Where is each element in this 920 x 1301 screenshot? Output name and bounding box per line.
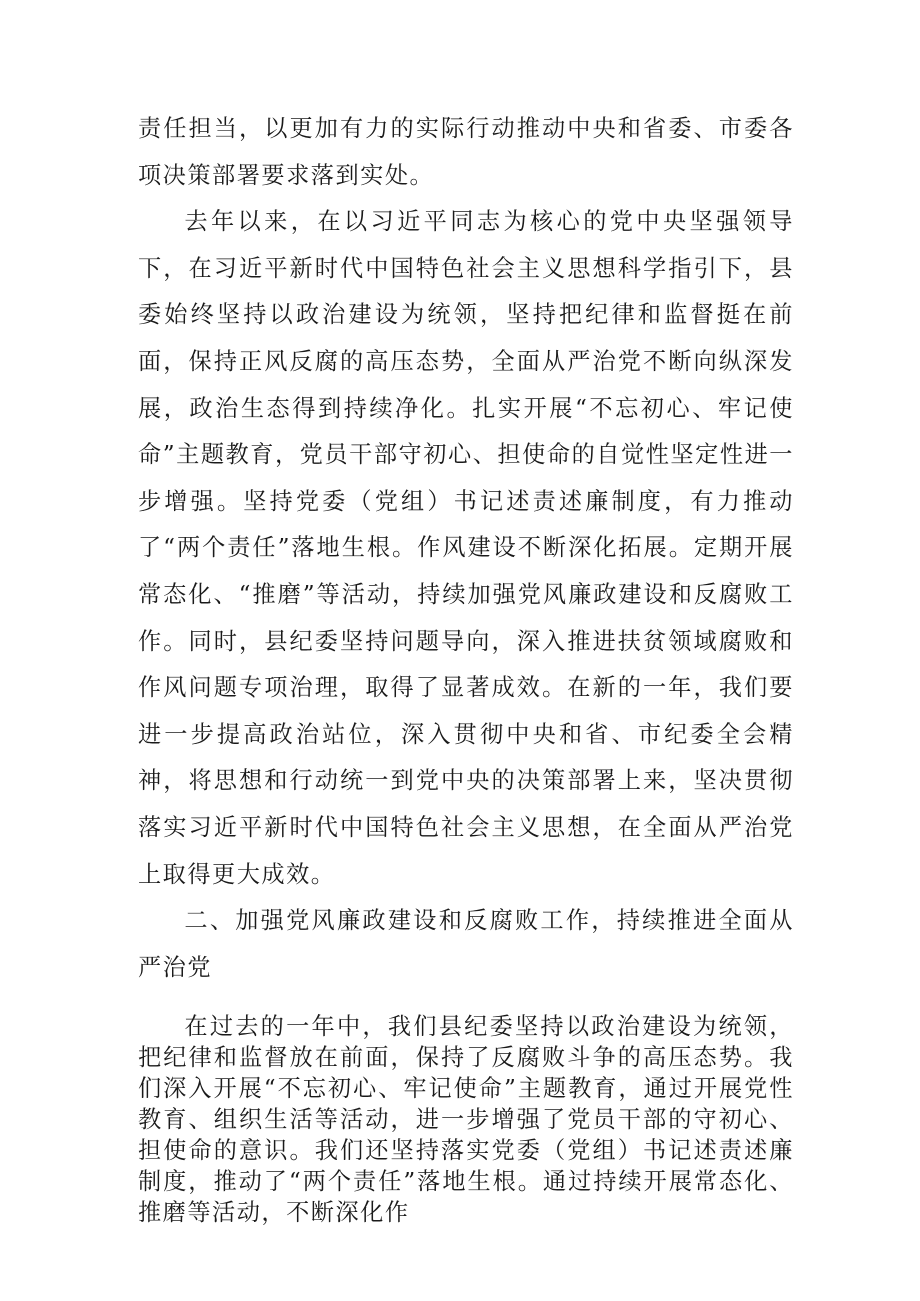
paragraph-review: 去年以来，在以习近平同志为核心的党中央坚强领导下，在习近平新时代中国特色社会主义思想科学指引下，县委始终坚持以政治建设为统领，坚持把纪律和监督挺在前面，保持正风反腐的高压态势，全面从严治党不断向纵深发展，政治生态得到持续净化。扎实开展“不忘初心、牢记使命”主题教育，党员干部守初心、担使命的自觉性坚定性进一步增强。坚持党委（党组）书记述责述廉制度，有力推动了“两个责任”落地生根。作风建设不断深化拓展。定期开展常态化、“推磨”等活动，持续加强党风廉政建设和反腐败工作。同时，县纪委坚持问题导向，深入推进扶贫领域腐败和作风问题专项治理，取得了显著成效。在新的一年，我们要进一步提高政治站位，深入贯彻中央和省、市纪委全会精神，将思想和行动统一到党中央的决策部署上来，坚决贯彻落实习近平新时代中国特色社会主义思想，在全面从严治党上取得更大成效。	[138, 208, 794, 888]
section-heading: 二、加强党风廉政建设和反腐败工作，持续推进全面从严治党	[138, 907, 794, 981]
paragraph-past-year: 在过去的一年中，我们县纪委坚持以政治建设为统领，把纪律和监督放在前面，保持了反腐败斗争的高压态势。我们深入开展“不忘初心、牢记使命”主题教育，通过开展党性教育、组织生活等活动，进一步增强了党员干部的守初心、担使命的意识。我们还坚持落实党委（党组）书记述责述廉制度，推动了“两个责任”落地生根。通过持续开展常态化、推磨等活动，不断深化作	[138, 1013, 794, 1227]
paragraph-continuation: 责任担当，以更加有力的实际行动推动中央和省委、市委各项决策部署要求落到实处。	[138, 115, 794, 189]
document-body	[138, 106, 794, 1228]
